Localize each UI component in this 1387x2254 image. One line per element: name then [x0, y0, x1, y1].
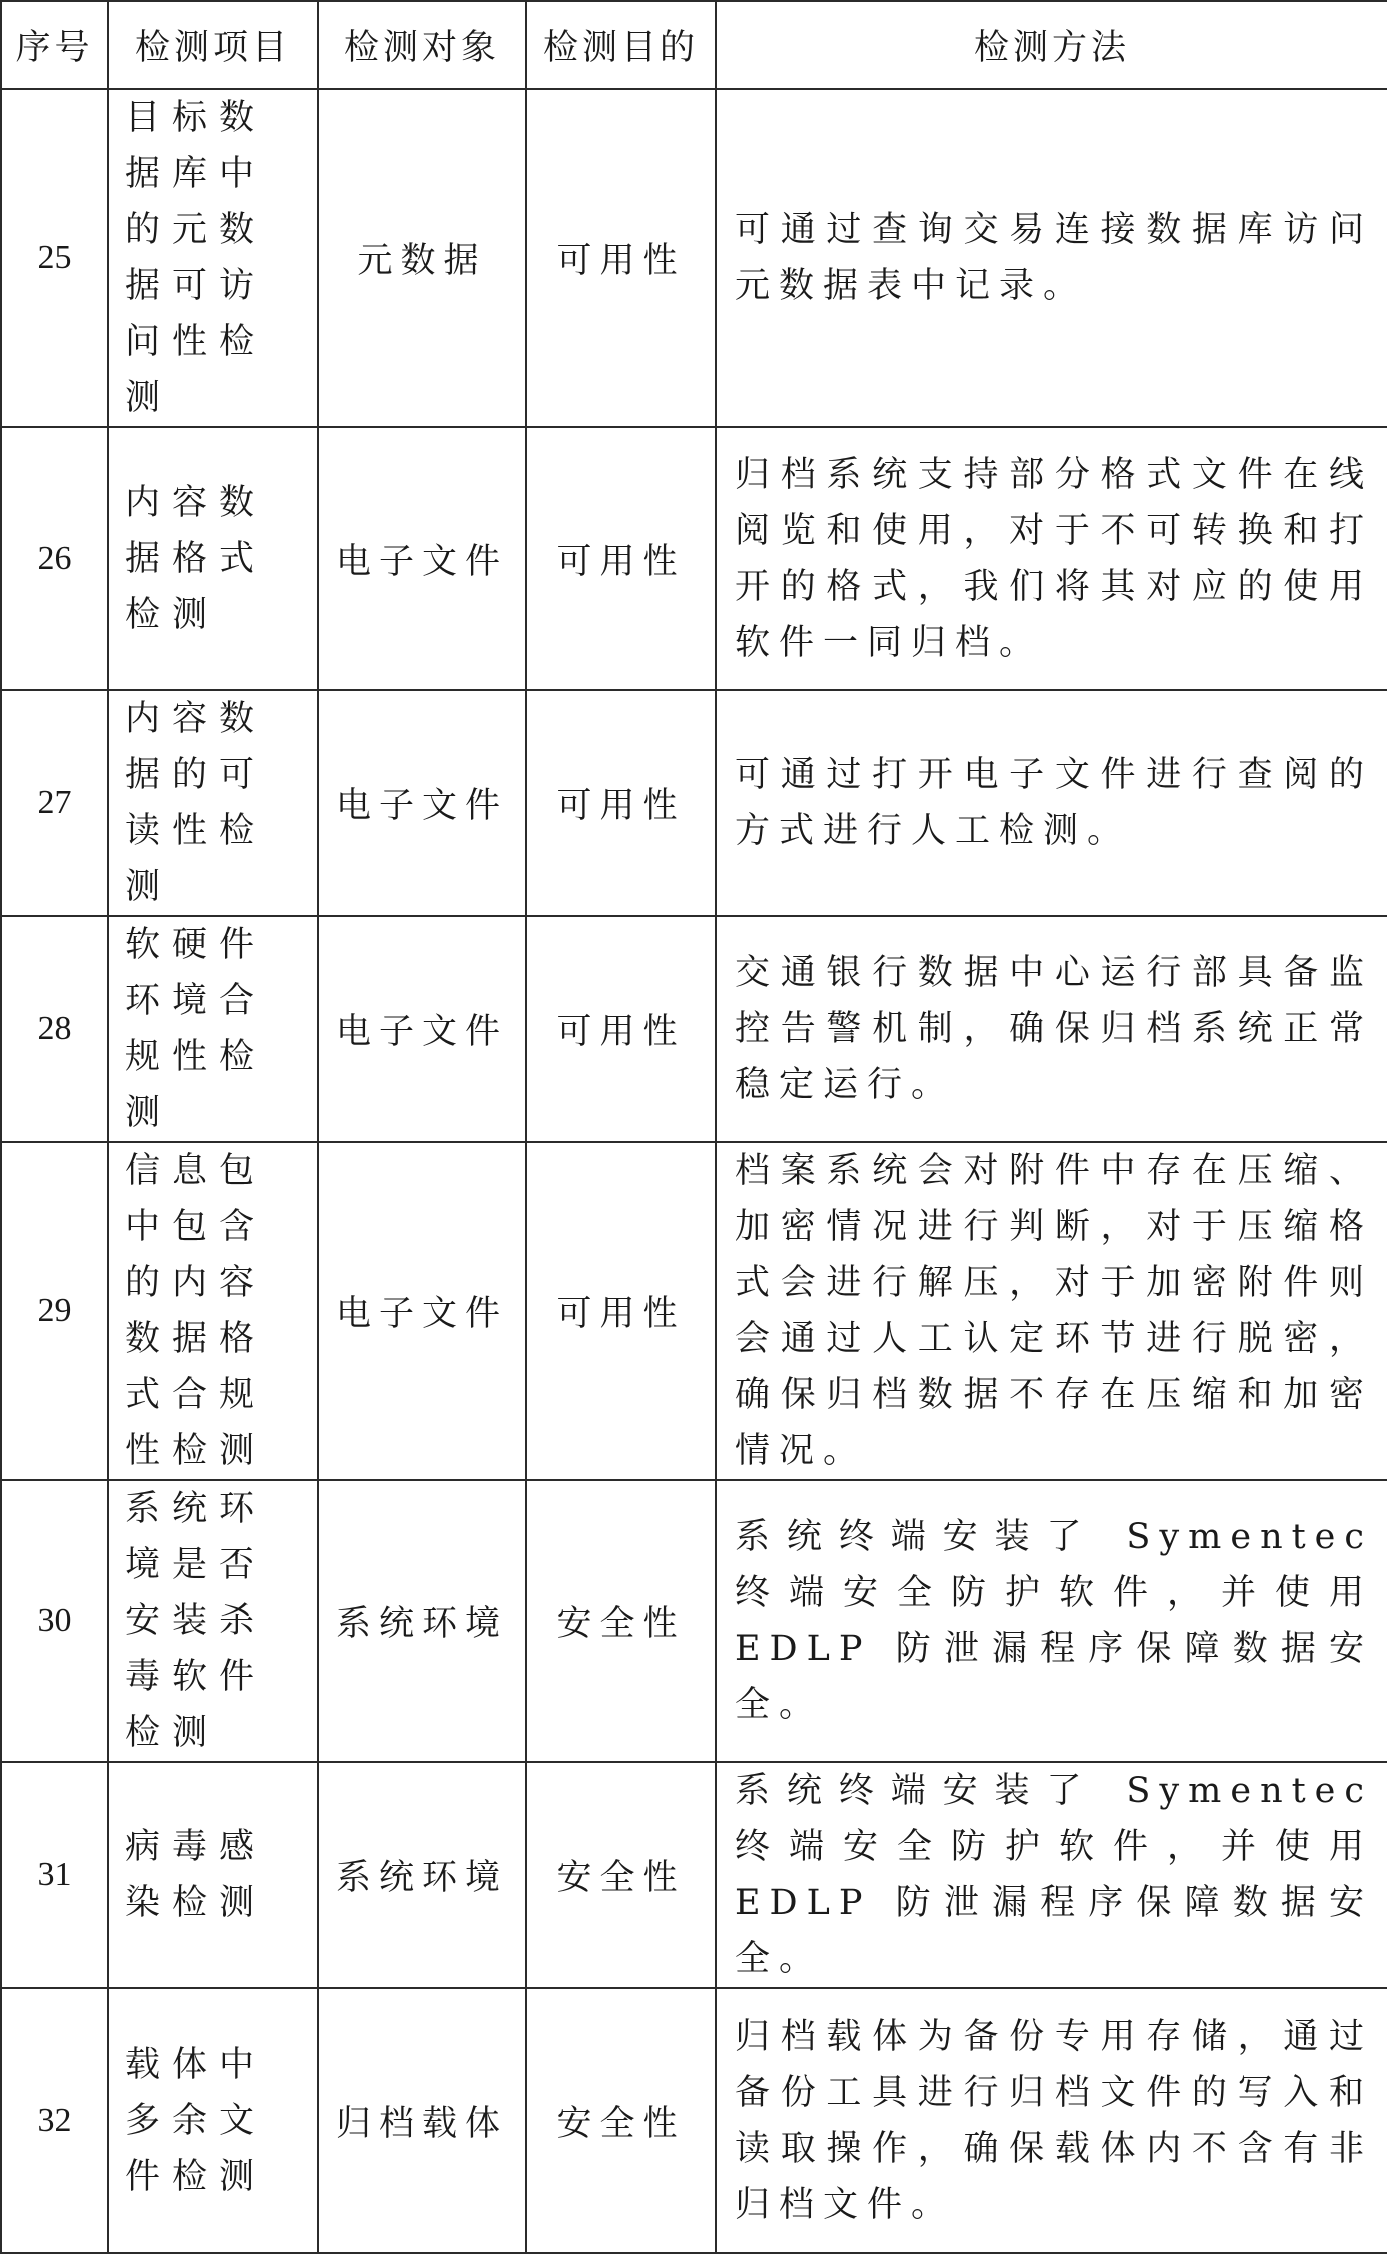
- row-purpose: 安全性: [526, 1480, 716, 1762]
- row-item: 信息包中包含的内容数据格式合规性检测: [108, 1142, 318, 1480]
- row-purpose: 可用性: [526, 89, 716, 427]
- table-row: [1, 1988, 1387, 2253]
- row-item: 内容数据格式检测: [108, 427, 318, 690]
- row-item: 病毒感染检测: [108, 1762, 318, 1988]
- table-row: [1, 1142, 1387, 1480]
- row-item: 载体中多余文件检测: [108, 1988, 318, 2253]
- table-row: [1, 89, 1387, 427]
- row-method: 归档载体为备份专用存储，通过备份工具进行归档文件的写入和读取操作，确保载体内不含有非归档文件。: [716, 1988, 1387, 2253]
- row-object: 电子文件: [318, 427, 526, 690]
- row-method: 系统终端安装了 Symentec 终端安全防护软件，并使用 EDLP 防泄漏程序保障数据安全。: [716, 1762, 1387, 1988]
- header-item: 检测项目: [108, 1, 318, 89]
- row-item: 目标数据库中的元数据可访问性检测: [108, 89, 318, 427]
- row-object: 电子文件: [318, 916, 526, 1142]
- table-row: [1, 1480, 1387, 1762]
- row-number: 26: [1, 427, 108, 690]
- row-object: 系统环境: [318, 1480, 526, 1762]
- table-row: [1, 427, 1387, 690]
- header-row: [1, 1, 1387, 89]
- row-number: 28: [1, 916, 108, 1142]
- row-object: 电子文件: [318, 1142, 526, 1480]
- header-purpose: 检测目的: [526, 1, 716, 89]
- table-row: [1, 916, 1387, 1142]
- row-method: 归档系统支持部分格式文件在线阅览和使用，对于不可转换和打开的格式，我们将其对应的使用软件一同归档。: [716, 427, 1387, 690]
- row-number: 31: [1, 1762, 108, 1988]
- row-object: 归档载体: [318, 1988, 526, 2253]
- row-item: 软硬件环境合规性检测: [108, 916, 318, 1142]
- row-method: 可通过查询交易连接数据库访问元数据表中记录。: [716, 89, 1387, 427]
- row-number: 27: [1, 690, 108, 916]
- row-number: 30: [1, 1480, 108, 1762]
- row-purpose: 可用性: [526, 427, 716, 690]
- row-method: 系统终端安装了 Symentec 终端安全防护软件，并使用 EDLP 防泄漏程序保障数据安全。: [716, 1480, 1387, 1762]
- row-number: 32: [1, 1988, 108, 2253]
- row-object: 系统环境: [318, 1762, 526, 1988]
- row-purpose: 安全性: [526, 1988, 716, 2253]
- row-purpose: 可用性: [526, 1142, 716, 1480]
- row-method: 可通过打开电子文件进行查阅的方式进行人工检测。: [716, 690, 1387, 916]
- row-method: 交通银行数据中心运行部具备监控告警机制，确保归档系统正常稳定运行。: [716, 916, 1387, 1142]
- row-purpose: 可用性: [526, 690, 716, 916]
- header-no: 序号: [1, 1, 108, 89]
- row-purpose: 安全性: [526, 1762, 716, 1988]
- row-purpose: 可用性: [526, 916, 716, 1142]
- row-item: 系统环境是否安装杀毒软件检测: [108, 1480, 318, 1762]
- header-method: 检测方法: [716, 1, 1387, 89]
- row-item: 内容数据的可读性检测: [108, 690, 318, 916]
- row-number: 29: [1, 1142, 108, 1480]
- table-row: [1, 1762, 1387, 1988]
- header-object: 检测对象: [318, 1, 526, 89]
- row-method: 档案系统会对附件中存在压缩、加密情况进行判断，对于压缩格式会进行解压，对于加密附件则会通过人工认定环节进行脱密，确保归档数据不存在压缩和加密情况。: [716, 1142, 1387, 1480]
- row-object: 电子文件: [318, 690, 526, 916]
- table-row: [1, 690, 1387, 916]
- row-number: 25: [1, 89, 108, 427]
- row-object: 元数据: [318, 89, 526, 427]
